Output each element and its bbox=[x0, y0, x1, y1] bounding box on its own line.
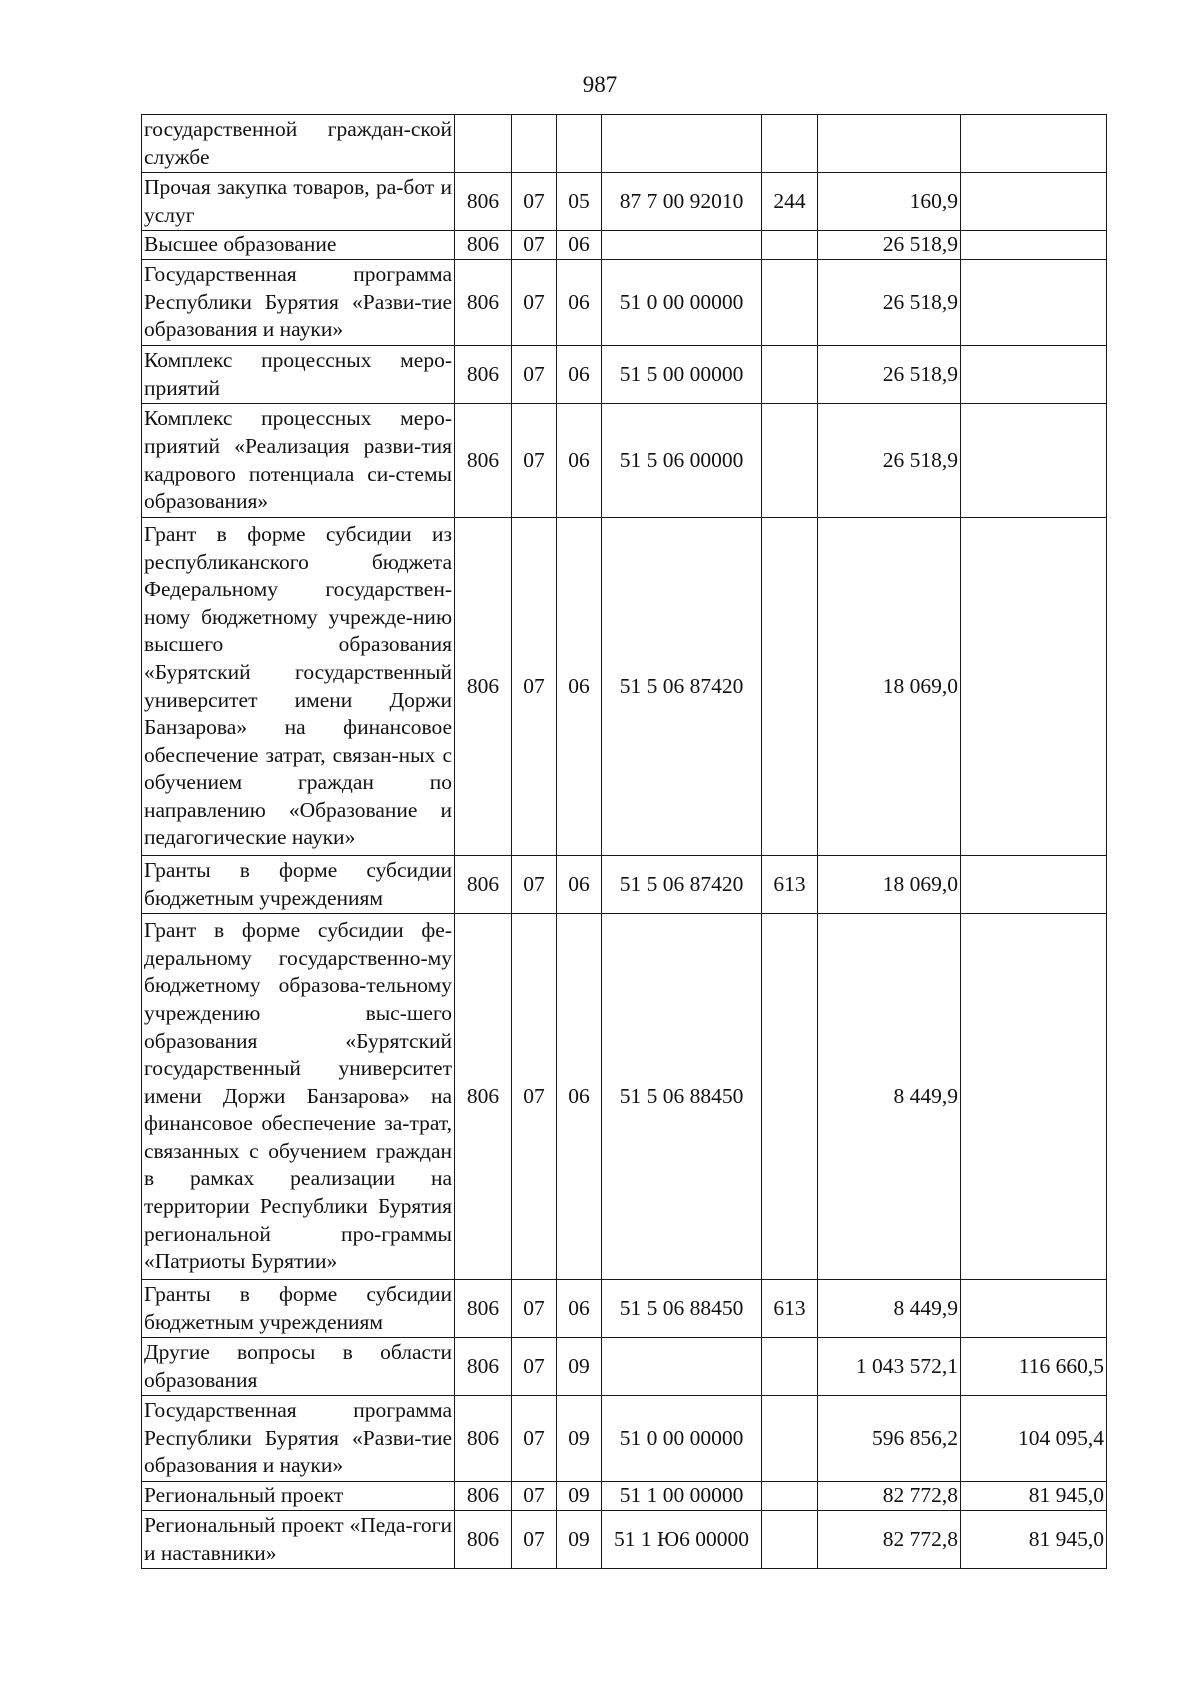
expense-type-code bbox=[762, 231, 818, 260]
row-name: Государственная программа Республики Бурятия «Разви-тие образования и науки» bbox=[142, 1396, 455, 1482]
row-name: Гранты в форме субсидии бюджетным учреждениям bbox=[142, 856, 455, 914]
expense-type-code bbox=[762, 404, 818, 518]
expense-type-code bbox=[762, 1396, 818, 1482]
amount-year-2: 116 660,5 bbox=[961, 1338, 1107, 1396]
table-row bbox=[142, 856, 1107, 914]
expense-type-code bbox=[762, 518, 818, 856]
target-article-code bbox=[602, 1338, 762, 1396]
section-code: 07 bbox=[512, 856, 557, 914]
ministry-code: 806 bbox=[455, 404, 512, 518]
section-code: 07 bbox=[512, 260, 557, 346]
ministry-code: 806 bbox=[455, 914, 512, 1280]
target-article-code: 51 5 06 00000 bbox=[602, 404, 762, 518]
amount-year-1: 596 856,2 bbox=[818, 1396, 961, 1482]
expense-type-code bbox=[762, 1511, 818, 1569]
row-name: Прочая закупка товаров, ра-бот и услуг bbox=[142, 173, 455, 231]
section-code: 07 bbox=[512, 346, 557, 404]
subsection-code: 05 bbox=[557, 173, 602, 231]
row-name: Грант в форме субсидии фе-деральному государственно-му бюджетному образова-тельному учреждению выс-шего образования «Бурятский государственный университет имени Доржи Банзарова» на финансовое обеспечение за-трат, связанных с обучением граждан в рамках реализации на территории Республики Бурятия региональной про-граммы «Патриоты Бурятии» bbox=[142, 914, 455, 1280]
amount-year-2 bbox=[961, 914, 1107, 1280]
section-code: 07 bbox=[512, 914, 557, 1280]
target-article-code: 51 5 06 87420 bbox=[602, 856, 762, 914]
ministry-code: 806 bbox=[455, 173, 512, 231]
row-name: государственной граждан-ской службе bbox=[142, 115, 455, 173]
section-code: 07 bbox=[512, 1338, 557, 1396]
row-name: Региональный проект «Педа-гоги и наставники» bbox=[142, 1511, 455, 1569]
section-code bbox=[512, 115, 557, 173]
subsection-code: 06 bbox=[557, 914, 602, 1280]
expense-type-code bbox=[762, 914, 818, 1280]
table-row bbox=[142, 173, 1107, 231]
row-name: Государственная программа Республики Бурятия «Разви-тие образования и науки» bbox=[142, 260, 455, 346]
ministry-code: 806 bbox=[455, 1338, 512, 1396]
amount-year-2 bbox=[961, 1280, 1107, 1338]
table-row bbox=[142, 1482, 1107, 1511]
row-name: Высшее образование bbox=[142, 231, 455, 260]
expense-type-code bbox=[762, 1482, 818, 1511]
row-name: Другие вопросы в области образования bbox=[142, 1338, 455, 1396]
amount-year-1: 18 069,0 bbox=[818, 856, 961, 914]
amount-year-2: 81 945,0 bbox=[961, 1511, 1107, 1569]
table-row bbox=[142, 1280, 1107, 1338]
expense-type-code: 613 bbox=[762, 1280, 818, 1338]
table-row bbox=[142, 115, 1107, 173]
amount-year-2: 104 095,4 bbox=[961, 1396, 1107, 1482]
amount-year-1: 160,9 bbox=[818, 173, 961, 231]
amount-year-2 bbox=[961, 518, 1107, 856]
section-code: 07 bbox=[512, 1396, 557, 1482]
page-number: 987 bbox=[582, 72, 618, 97]
target-article-code: 51 5 06 88450 bbox=[602, 914, 762, 1280]
ministry-code: 806 bbox=[455, 1482, 512, 1511]
amount-year-2: 81 945,0 bbox=[961, 1482, 1107, 1511]
table-row bbox=[142, 1396, 1107, 1482]
amount-year-2 bbox=[961, 404, 1107, 518]
table-row bbox=[142, 231, 1107, 260]
expense-type-code: 613 bbox=[762, 856, 818, 914]
row-name: Комплекс процессных меро-приятий bbox=[142, 346, 455, 404]
target-article-code: 51 5 00 00000 bbox=[602, 346, 762, 404]
budget-table-body bbox=[142, 115, 1107, 1569]
subsection-code: 06 bbox=[557, 260, 602, 346]
subsection-code: 06 bbox=[557, 1280, 602, 1338]
expense-type-code bbox=[762, 1338, 818, 1396]
section-code: 07 bbox=[512, 1482, 557, 1511]
expense-type-code bbox=[762, 346, 818, 404]
budget-table bbox=[141, 114, 1107, 1569]
subsection-code: 06 bbox=[557, 346, 602, 404]
table-row bbox=[142, 346, 1107, 404]
amount-year-1: 82 772,8 bbox=[818, 1511, 961, 1569]
row-name: Грант в форме субсидии из республиканского бюджета Федеральному государствен-ному бюджетному учрежде-нию высшего образования «Бурятский государственный университет имени Доржи Банзарова» на финансовое обеспечение затрат, связан-ных с обучением граждан по направлению «Образование и педагогические науки» bbox=[142, 518, 455, 856]
table-row bbox=[142, 914, 1107, 1280]
target-article-code: 51 0 00 00000 bbox=[602, 260, 762, 346]
amount-year-2 bbox=[961, 260, 1107, 346]
table-row bbox=[142, 518, 1107, 856]
amount-year-2 bbox=[961, 173, 1107, 231]
amount-year-1: 26 518,9 bbox=[818, 404, 961, 518]
target-article-code: 51 5 06 87420 bbox=[602, 518, 762, 856]
table-row bbox=[142, 1511, 1107, 1569]
amount-year-1: 8 449,9 bbox=[818, 914, 961, 1280]
amount-year-1: 1 043 572,1 bbox=[818, 1338, 961, 1396]
section-code: 07 bbox=[512, 173, 557, 231]
section-code: 07 bbox=[512, 231, 557, 260]
subsection-code: 09 bbox=[557, 1511, 602, 1569]
amount-year-1: 26 518,9 bbox=[818, 231, 961, 260]
amount-year-1: 26 518,9 bbox=[818, 346, 961, 404]
subsection-code: 06 bbox=[557, 856, 602, 914]
table-row bbox=[142, 404, 1107, 518]
target-article-code bbox=[602, 115, 762, 173]
amount-year-1: 26 518,9 bbox=[818, 260, 961, 346]
amount-year-1 bbox=[818, 115, 961, 173]
table-row bbox=[142, 260, 1107, 346]
amount-year-1: 8 449,9 bbox=[818, 1280, 961, 1338]
target-article-code: 51 0 00 00000 bbox=[602, 1396, 762, 1482]
row-name: Комплекс процессных меро-приятий «Реализация разви-тия кадрового потенциала си-стемы образования» bbox=[142, 404, 455, 518]
subsection-code: 09 bbox=[557, 1396, 602, 1482]
target-article-code: 51 5 06 88450 bbox=[602, 1280, 762, 1338]
subsection-code: 09 bbox=[557, 1338, 602, 1396]
ministry-code bbox=[455, 115, 512, 173]
amount-year-2 bbox=[961, 346, 1107, 404]
expense-type-code bbox=[762, 115, 818, 173]
section-code: 07 bbox=[512, 1511, 557, 1569]
ministry-code: 806 bbox=[455, 231, 512, 260]
target-article-code: 51 1 Ю6 00000 bbox=[602, 1511, 762, 1569]
amount-year-1: 82 772,8 bbox=[818, 1482, 961, 1511]
amount-year-2 bbox=[961, 856, 1107, 914]
subsection-code: 06 bbox=[557, 231, 602, 260]
target-article-code: 87 7 00 92010 bbox=[602, 173, 762, 231]
expense-type-code: 244 bbox=[762, 173, 818, 231]
ministry-code: 806 bbox=[455, 518, 512, 856]
ministry-code: 806 bbox=[455, 1396, 512, 1482]
subsection-code: 06 bbox=[557, 518, 602, 856]
amount-year-2 bbox=[961, 231, 1107, 260]
target-article-code bbox=[602, 231, 762, 260]
row-name: Региональный проект bbox=[142, 1482, 455, 1511]
table-row bbox=[142, 1338, 1107, 1396]
row-name: Гранты в форме субсидии бюджетным учреждениям bbox=[142, 1280, 455, 1338]
ministry-code: 806 bbox=[455, 856, 512, 914]
section-code: 07 bbox=[512, 518, 557, 856]
amount-year-1: 18 069,0 bbox=[818, 518, 961, 856]
section-code: 07 bbox=[512, 404, 557, 518]
ministry-code: 806 bbox=[455, 260, 512, 346]
subsection-code bbox=[557, 115, 602, 173]
subsection-code: 06 bbox=[557, 404, 602, 518]
expense-type-code bbox=[762, 260, 818, 346]
ministry-code: 806 bbox=[455, 1280, 512, 1338]
amount-year-2 bbox=[961, 115, 1107, 173]
ministry-code: 806 bbox=[455, 1511, 512, 1569]
section-code: 07 bbox=[512, 1280, 557, 1338]
subsection-code: 09 bbox=[557, 1482, 602, 1511]
target-article-code: 51 1 00 00000 bbox=[602, 1482, 762, 1511]
ministry-code: 806 bbox=[455, 346, 512, 404]
